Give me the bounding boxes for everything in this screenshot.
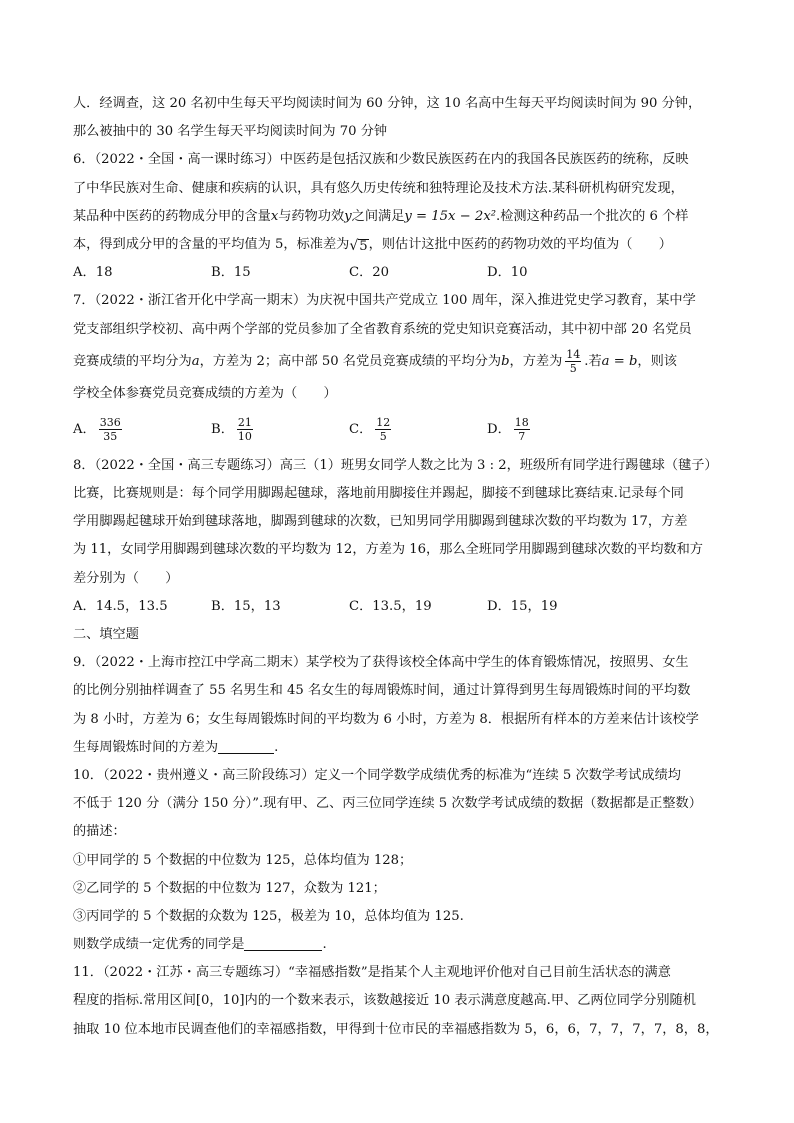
q6-option-d: D．10 — [487, 265, 528, 281]
q6-option-b: B．15 — [211, 265, 251, 281]
q7-text: ，则该 — [637, 353, 677, 369]
q10-item-2: ②乙同学的 5 个数据的中位数为 127，众数为 121； — [73, 880, 386, 896]
q7-line-1: 7．（2022・浙江省开化中学高一期末）为庆祝中国共产党成立 100 周年，深入推进党史学习教育，某中学 — [73, 293, 696, 309]
q7-text: 竞赛成绩的平均分为 — [73, 353, 192, 369]
option-fraction — [514, 416, 530, 443]
q10-text: . — [322, 937, 327, 953]
q7-option-b — [211, 416, 349, 444]
q7-option-c — [349, 416, 487, 444]
q7-option-d — [487, 416, 625, 444]
q9-line-3: 为 8 小时，方差为 6；女生每周锻炼时间的平均数为 6 小时，方差为 8．根据所有样本的方差来估计该校学 — [73, 711, 699, 727]
q9-text: 生每周锻炼时间的方差为 — [73, 739, 219, 755]
q8-line-4: 为 11，女同学用脚踢到毽球次数的平均数为 12，方差为 16，那么全班同学用脚踢到毽球次数的平均数和方 — [73, 542, 703, 558]
frac-den: 5 — [379, 430, 387, 444]
q11-line-1: 11．（2022・江苏・高三专题练习）“幸福感指数”是指某个人主观地评价他对自己目前生活状态的满意 — [73, 965, 671, 981]
q8-options — [73, 593, 735, 621]
q6-text: ，则估计这批中医药的药物功效的平均值为（ ） — [368, 236, 672, 252]
q8-option-d: D．15，19 — [487, 598, 558, 614]
q6-text: 与药物功效 — [278, 208, 345, 224]
q10-line-3: 的描述： — [73, 824, 126, 840]
option-label: D． — [487, 421, 511, 437]
q6-text: 某品种中医药的药物成分甲的含量 — [73, 208, 271, 224]
q10-item-3: ③丙同学的 5 个数据的众数为 125，极差为 10，总体均值为 125. — [73, 908, 464, 924]
q7-frac-den: 5 — [569, 361, 577, 375]
q6-options — [73, 259, 735, 287]
q6-formula: y = 15x − 2x² — [404, 208, 497, 224]
q6-sqrt — [349, 239, 368, 253]
q8-line-1: 8．（2022・全国・高三专题练习）高三（1）班男女同学人数之比为 3 : 2，班级所有同学进行踢毽球（毽子） — [73, 457, 718, 473]
q7-fraction — [565, 348, 581, 375]
sqrt-icon: √ — [349, 237, 359, 254]
q10-line-1: 10．（2022・贵州遵义・高三阶段练习）定义一个同学数学成绩优秀的标准为“连续 5 次数学考试成绩均 — [73, 767, 681, 783]
option-label: B． — [211, 421, 234, 437]
q6-line-3 — [73, 203, 735, 231]
section-heading: 二、填空题 — [73, 627, 139, 642]
q6-text: .检测这种药品一个批次的 6 个样 — [496, 208, 689, 224]
frac-den: 7 — [518, 430, 526, 444]
q10-answer-blank[interactable] — [244, 934, 322, 951]
q7-var-b: b — [501, 353, 510, 369]
option-label: C． — [349, 421, 373, 437]
q8-line-3: 学用脚踢起毽球开始到毽球落地，脚踢到毽球的次数，已知男同学用脚踢到毽球次数的平均数为 17，方差 — [73, 514, 688, 530]
q10-item-1: ①甲同学的 5 个数据的中位数为 125，总体均值为 128； — [73, 852, 413, 868]
q6-option-c: C．20 — [349, 265, 390, 281]
q10-text: 则数学成绩一定优秀的同学是 — [73, 937, 245, 953]
option-fraction — [375, 416, 391, 443]
q6-line-1: 6．（2022・全国・高一课时练习）中医药是包括汉族和少数民族医药在内的我国各民族医药的统称，反映 — [73, 152, 689, 168]
document-content — [73, 90, 735, 1044]
q8-option-b: B．15，13 — [211, 598, 281, 614]
q10-line-end — [73, 931, 735, 959]
frac-num: 21 — [237, 416, 252, 430]
q7-equation: a = b — [601, 353, 638, 369]
q8-option-c: C．13.5，19 — [349, 598, 432, 614]
frac-num: 336 — [99, 416, 121, 430]
q7-text: ，方差为 — [509, 353, 563, 369]
q7-text: .若 — [584, 353, 602, 369]
q7-text: ，方差为 2；高中部 50 名党员竞赛成绩的平均分为 — [199, 353, 502, 369]
option-fraction — [99, 416, 122, 443]
frac-num: 12 — [376, 416, 391, 430]
q9-line-1: 9．（2022・上海市控江中学高二期末）某学校为了获得该校全体高中学生的体育锻炼情况，按照男、女生 — [73, 655, 689, 671]
q6-var-y: y — [344, 208, 352, 224]
q10-line-2: 不低于 120 分（满分 150 分）”.现有甲、乙、丙三位同学连续 5 次数学考试成绩的数据（数据都是正整数） — [73, 796, 702, 812]
q7-var-a: a — [191, 353, 200, 369]
q9-line-2: 的比例分别抽样调查了 55 名男生和 45 名女生的每周锻炼时间，通过计算得到男生每周锻炼时间的平均数 — [73, 683, 691, 699]
option-fraction — [237, 416, 253, 443]
intro-line-1: 人．经调查，这 20 名初中生每天平均阅读时间为 60 分钟，这 10 名高中生每天平均阅读时间为 90 分钟， — [73, 96, 702, 111]
q11-line-3: 抽取 10 位本地市民调查他们的幸福感指数，甲得到十位市民的幸福感指数为 5，6，6，7，7，7，7，8，8， — [73, 1021, 719, 1037]
q11-line-2: 程度的指标.常用区间[0，10]内的一个数来表示，该数越接近 10 表示满意度越高.甲、乙两位同学分别随机 — [73, 993, 696, 1009]
q7-line-3 — [73, 344, 735, 380]
q8-line-2: 比赛，比赛规则是：每个同学用脚踢起毽球，落地前用脚接住并踢起，脚接不到毽球比赛结束.记录每个同 — [73, 486, 684, 502]
frac-num: 18 — [514, 416, 529, 430]
q9-answer-blank[interactable] — [218, 737, 274, 754]
frac-den: 35 — [103, 430, 118, 444]
q7-options — [73, 408, 735, 452]
q6-text: 之间满足 — [351, 208, 405, 224]
q7-option-a — [73, 416, 211, 444]
option-label: A． — [73, 421, 96, 437]
frac-den: 10 — [237, 430, 252, 444]
q6-text: 本，得到成分甲的含量的平均值为 5，标准差为 — [73, 236, 350, 252]
q6-line-4 — [73, 231, 735, 259]
q7-frac-num: 14 — [566, 347, 581, 361]
q9-line-4 — [73, 734, 735, 762]
q8-option-a: A．14.5，13.5 — [73, 598, 168, 614]
q9-text: . — [274, 739, 279, 755]
q7-line-2: 党支部组织学校初、高中两个学部的党员参加了全省教育系统的党史知识竞赛活动，其中初中部 20 名党员 — [73, 321, 692, 337]
q6-var-x: x — [270, 208, 279, 224]
intro-line-2: 那么被抽中的 30 名学生每天平均阅读时间为 70 分钟 — [73, 124, 388, 140]
q7-line-4: 学校全体参赛党员竞赛成绩的方差为（ ） — [73, 385, 337, 401]
q6-sqrt-value: 5 — [359, 238, 368, 254]
q6-line-2: 了中华民族对生命、健康和疾病的认识，具有悠久历史传统和独特理论及技术方法.某科研机构研究发现， — [73, 180, 684, 196]
q8-line-5: 差分别为（ ） — [73, 570, 179, 586]
q6-option-a: A．18 — [73, 265, 113, 281]
